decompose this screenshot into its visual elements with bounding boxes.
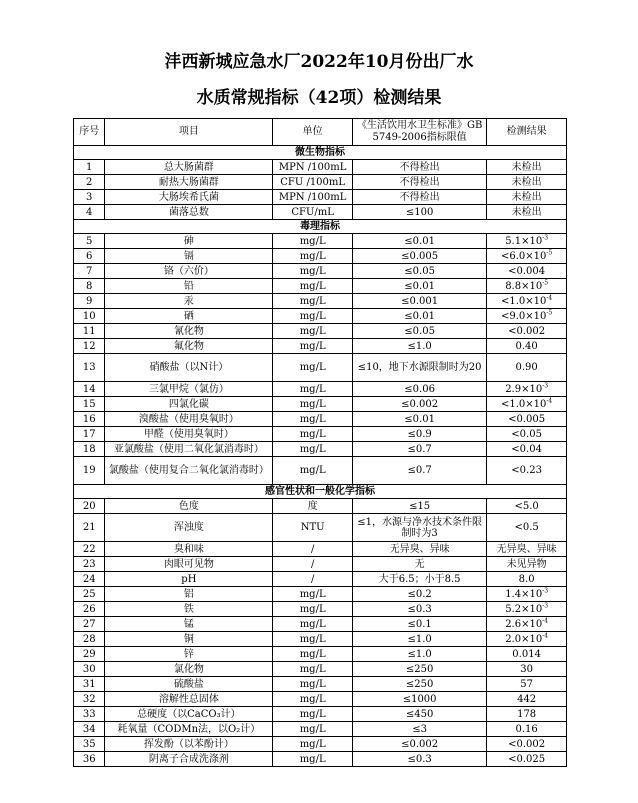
cell-unit: mg/L: [273, 382, 353, 397]
cell-unit: mg/L: [273, 442, 353, 457]
cell-result: <0.004: [487, 264, 567, 279]
cell-limit: ≤1000: [353, 692, 487, 707]
cell-unit: mg/L: [273, 692, 353, 707]
cell-item: 三氯甲烷（氯仿）: [105, 382, 273, 397]
cell-no: 12: [74, 339, 105, 354]
table-row: [74, 514, 567, 542]
table-row: [74, 617, 567, 632]
cell-no: 21: [74, 514, 105, 542]
table-row: [74, 752, 567, 767]
cell-result: <5.0: [487, 499, 567, 514]
cell-limit: ≤100: [353, 205, 487, 220]
cell-item: 菌落总数: [105, 205, 273, 220]
table-row: [74, 294, 567, 309]
cell-result: $<6.0\times 10^{-5}$: [487, 249, 567, 264]
cell-result: $2.6\times 10^{-4}$: [487, 617, 567, 632]
cell-no: 34: [74, 722, 105, 737]
cell-result: 未检出: [487, 175, 567, 190]
cell-item: 甲醛（使用臭氧时）: [105, 427, 273, 442]
cell-unit: mg/L: [273, 707, 353, 722]
table-row: [74, 397, 567, 412]
cell-item: 硫酸盐: [105, 677, 273, 692]
section-title: 感官性状和一般化学指标: [74, 485, 567, 499]
cell-item: 锌: [105, 647, 273, 662]
document-title: 沣西新城应急水厂2022年10月份出厂水: [164, 52, 474, 72]
cell-no: 8: [74, 279, 105, 294]
table-row: [74, 692, 567, 707]
cell-no: 26: [74, 602, 105, 617]
section-title: 微生物指标: [74, 146, 567, 160]
cell-limit: ≤0.7: [353, 457, 487, 485]
cell-result: $8.8\times 10^{-5}$: [487, 279, 567, 294]
cell-limit: ≤0.01: [353, 234, 487, 249]
cell-limit: ≤0.05: [353, 324, 487, 339]
cell-no: 30: [74, 662, 105, 677]
cell-no: 20: [74, 499, 105, 514]
table-row: [74, 190, 567, 205]
cell-limit: ≤0.01: [353, 309, 487, 324]
cell-limit: ≤0.06: [353, 382, 487, 397]
cell-unit: mg/L: [273, 457, 353, 485]
cell-limit: ≤0.002: [353, 397, 487, 412]
cell-item: 臭和味: [105, 542, 273, 557]
cell-item: 锰: [105, 617, 273, 632]
cell-item: 阴离子合成洗涤剂: [105, 752, 273, 767]
cell-no: 36: [74, 752, 105, 767]
cell-no: 31: [74, 677, 105, 692]
cell-unit: mg/L: [273, 264, 353, 279]
cell-no: 17: [74, 427, 105, 442]
exponent: -3: [542, 602, 549, 610]
cell-limit: 不得检出: [353, 160, 487, 175]
cell-no: 1: [74, 160, 105, 175]
cell-limit: ≤0.05: [353, 264, 487, 279]
table-row: [74, 160, 567, 175]
cell-unit: mg/L: [273, 677, 353, 692]
cell-item: 铝: [105, 587, 273, 602]
table-row: [74, 309, 567, 324]
cell-item: 铁: [105, 602, 273, 617]
table-row: [74, 249, 567, 264]
cell-unit: mg/L: [273, 324, 353, 339]
section-header-row: [74, 220, 567, 234]
cell-unit: mg/L: [273, 234, 353, 249]
cell-limit: ≤0.005: [353, 249, 487, 264]
cell-item: 镉: [105, 249, 273, 264]
cell-limit: ≤0.7: [353, 442, 487, 457]
cell-no: 14: [74, 382, 105, 397]
cell-item: 四氯化碳: [105, 397, 273, 412]
cell-result: $<1.0\times 10^{-4}$: [487, 397, 567, 412]
cell-unit: mg/L: [273, 294, 353, 309]
exponent: -3: [542, 587, 549, 595]
section-header-row: [74, 485, 567, 499]
header-standard: 《生活饮用水卫生标准》GB 5749-2006指标限值: [353, 119, 487, 146]
cell-limit: 不得检出: [353, 175, 487, 190]
cell-no: 10: [74, 309, 105, 324]
cell-item: 耗氧量（CODMn法，以O₂计）: [105, 722, 273, 737]
cell-limit: ≤250: [353, 662, 487, 677]
cell-limit: 大于6.5；小于8.5: [353, 572, 487, 587]
cell-result: $<9.0\times 10^{-5}$: [487, 309, 567, 324]
cell-unit: mg/L: [273, 309, 353, 324]
table-row: [74, 677, 567, 692]
cell-item: 溴酸盐（使用臭氧时）: [105, 412, 273, 427]
header-no: 序号: [74, 119, 105, 146]
exponent: -3: [542, 234, 549, 242]
cell-result: 无异臭、异味: [487, 542, 567, 557]
cell-result: <0.025: [487, 752, 567, 767]
cell-result: 8.0: [487, 572, 567, 587]
cell-no: 6: [74, 249, 105, 264]
cell-result: $5.2\times 10^{-3}$: [487, 602, 567, 617]
table-row: [74, 572, 567, 587]
table-row: [74, 662, 567, 677]
cell-item: 硒: [105, 309, 273, 324]
cell-unit: mg/L: [273, 752, 353, 767]
cell-item: 溶解性总固体: [105, 692, 273, 707]
cell-unit: mg/L: [273, 602, 353, 617]
table-row: [74, 412, 567, 427]
cell-limit: 无异臭、异味: [353, 542, 487, 557]
cell-item: 氟化物: [105, 339, 273, 354]
table-row: [74, 647, 567, 662]
cell-no: 11: [74, 324, 105, 339]
table-row: [74, 442, 567, 457]
cell-item: 砷: [105, 234, 273, 249]
cell-limit: ≤10，地下水源限制时为20: [353, 354, 487, 382]
cell-limit: 无: [353, 557, 487, 572]
exponent: -4: [546, 294, 553, 302]
cell-result: $1.4\times 10^{-3}$: [487, 587, 567, 602]
cell-unit: mg/L: [273, 737, 353, 752]
cell-item: 肉眼可见物: [105, 557, 273, 572]
cell-unit: CFU/mL: [273, 205, 353, 220]
cell-result: <0.002: [487, 324, 567, 339]
cell-unit: mg/L: [273, 617, 353, 632]
table-row: [74, 234, 567, 249]
cell-limit: ≤1，水源与净水技术条件限制时为3: [353, 514, 487, 542]
cell-unit: mg/L: [273, 427, 353, 442]
cell-unit: /: [273, 542, 353, 557]
cell-unit: MPN /100mL: [273, 160, 353, 175]
cell-result: 178: [487, 707, 567, 722]
exponent: -4: [542, 632, 549, 640]
table-row: [74, 354, 567, 382]
cell-item: 色度: [105, 499, 273, 514]
cell-no: 22: [74, 542, 105, 557]
section-header-row: [74, 146, 567, 160]
cell-unit: mg/L: [273, 354, 353, 382]
cell-result: 57: [487, 677, 567, 692]
table-row: [74, 427, 567, 442]
cell-unit: /: [273, 557, 353, 572]
cell-limit: ≤1.0: [353, 647, 487, 662]
cell-result: <0.002: [487, 737, 567, 752]
cell-unit: NTU: [273, 514, 353, 542]
cell-item: 大肠埃希氏菌: [105, 190, 273, 205]
header-item: 项目: [105, 119, 273, 146]
cell-unit: mg/L: [273, 662, 353, 677]
cell-item: 挥发酚（以苯酚计）: [105, 737, 273, 752]
cell-no: 13: [74, 354, 105, 382]
cell-item: 浑浊度: [105, 514, 273, 542]
cell-result: <0.04: [487, 442, 567, 457]
cell-no: 3: [74, 190, 105, 205]
cell-no: 27: [74, 617, 105, 632]
cell-item: 亚氯酸盐（使用二氧化氯消毒时）: [105, 442, 273, 457]
cell-limit: ≤0.3: [353, 752, 487, 767]
cell-no: 2: [74, 175, 105, 190]
table-header-row: [74, 119, 567, 146]
cell-item: 氰化物: [105, 324, 273, 339]
cell-result: $<1.0\times 10^{-4}$: [487, 294, 567, 309]
cell-limit: ≤0.01: [353, 279, 487, 294]
cell-no: 28: [74, 632, 105, 647]
cell-result: 未见异物: [487, 557, 567, 572]
cell-limit: ≤15: [353, 499, 487, 514]
cell-limit: ≤1.0: [353, 632, 487, 647]
cell-no: 7: [74, 264, 105, 279]
cell-no: 18: [74, 442, 105, 457]
table-row: [74, 457, 567, 485]
cell-limit: ≤0.01: [353, 412, 487, 427]
table-row: [74, 279, 567, 294]
cell-result: 未检出: [487, 205, 567, 220]
cell-result: 0.014: [487, 647, 567, 662]
cell-unit: MPN /100mL: [273, 190, 353, 205]
table-row: [74, 587, 567, 602]
cell-result: $2.0\times 10^{-4}$: [487, 632, 567, 647]
table-row: [74, 557, 567, 572]
cell-unit: mg/L: [273, 722, 353, 737]
cell-result: 0.90: [487, 354, 567, 382]
cell-no: 23: [74, 557, 105, 572]
cell-result: <0.05: [487, 427, 567, 442]
cell-result: <0.23: [487, 457, 567, 485]
table-row: [74, 632, 567, 647]
cell-limit: ≤0.2: [353, 587, 487, 602]
cell-item: 铬（六价）: [105, 264, 273, 279]
document-subtitle: 水质常规指标（42项）检测结果: [196, 88, 442, 108]
cell-unit: 度: [273, 499, 353, 514]
cell-item: 总硬度（以CaCO₃计）: [105, 707, 273, 722]
cell-result: 0.16: [487, 722, 567, 737]
cell-limit: 不得检出: [353, 190, 487, 205]
table-row: [74, 707, 567, 722]
cell-limit: ≤0.9: [353, 427, 487, 442]
cell-unit: mg/L: [273, 647, 353, 662]
exponent: -5: [546, 249, 553, 257]
table-row: [74, 722, 567, 737]
cell-item: 氯化物: [105, 662, 273, 677]
cell-result: 未检出: [487, 160, 567, 175]
cell-no: 24: [74, 572, 105, 587]
cell-unit: mg/L: [273, 412, 353, 427]
cell-result: <0.005: [487, 412, 567, 427]
cell-item: 耐热大肠菌群: [105, 175, 273, 190]
cell-no: 19: [74, 457, 105, 485]
exponent: -3: [542, 382, 549, 390]
cell-result: 30: [487, 662, 567, 677]
cell-unit: mg/L: [273, 279, 353, 294]
cell-no: 16: [74, 412, 105, 427]
table-row: [74, 499, 567, 514]
cell-limit: ≤0.3: [353, 602, 487, 617]
cell-no: 35: [74, 737, 105, 752]
cell-item: 汞: [105, 294, 273, 309]
cell-limit: ≤450: [353, 707, 487, 722]
exponent: -4: [542, 617, 549, 625]
cell-no: 25: [74, 587, 105, 602]
cell-unit: mg/L: [273, 587, 353, 602]
header-unit: 单位: [273, 119, 353, 146]
cell-item: 硝酸盐（以N计）: [105, 354, 273, 382]
header-result: 检测结果: [487, 119, 567, 146]
cell-no: 9: [74, 294, 105, 309]
cell-item: 氯酸盐（使用复合二氧化氯消毒时）: [105, 457, 273, 485]
cell-limit: ≤1.0: [353, 339, 487, 354]
table-row: [74, 602, 567, 617]
cell-no: 15: [74, 397, 105, 412]
cell-no: 29: [74, 647, 105, 662]
cell-limit: ≤0.001: [353, 294, 487, 309]
cell-no: 5: [74, 234, 105, 249]
water-quality-table: [73, 118, 567, 767]
table-row: [74, 339, 567, 354]
table-row: [74, 324, 567, 339]
exponent: -5: [542, 279, 549, 287]
cell-item: 铜: [105, 632, 273, 647]
table-body: [74, 146, 567, 767]
cell-no: 33: [74, 707, 105, 722]
table-row: [74, 542, 567, 557]
cell-result: 442: [487, 692, 567, 707]
cell-result: <0.5: [487, 514, 567, 542]
cell-unit: mg/L: [273, 249, 353, 264]
table-row: [74, 382, 567, 397]
cell-unit: mg/L: [273, 632, 353, 647]
cell-result: 0.40: [487, 339, 567, 354]
exponent: -5: [546, 309, 553, 317]
cell-result: $5.1\times 10^{-3}$: [487, 234, 567, 249]
table-row: [74, 737, 567, 752]
cell-unit: mg/L: [273, 339, 353, 354]
cell-unit: mg/L: [273, 397, 353, 412]
table-row: [74, 264, 567, 279]
table-row: [74, 205, 567, 220]
cell-limit: ≤3: [353, 722, 487, 737]
cell-no: 32: [74, 692, 105, 707]
cell-no: 4: [74, 205, 105, 220]
cell-item: 铅: [105, 279, 273, 294]
table-row: [74, 175, 567, 190]
section-title: 毒理指标: [74, 220, 567, 234]
cell-result: $2.9\times 10^{-3}$: [487, 382, 567, 397]
exponent: -4: [546, 397, 553, 405]
cell-limit: ≤250: [353, 677, 487, 692]
cell-limit: ≤0.002: [353, 737, 487, 752]
cell-item: 总大肠菌群: [105, 160, 273, 175]
cell-limit: ≤0.1: [353, 617, 487, 632]
cell-result: 未检出: [487, 190, 567, 205]
cell-unit: /: [273, 572, 353, 587]
cell-item: pH: [105, 572, 273, 587]
cell-unit: CFU /100mL: [273, 175, 353, 190]
